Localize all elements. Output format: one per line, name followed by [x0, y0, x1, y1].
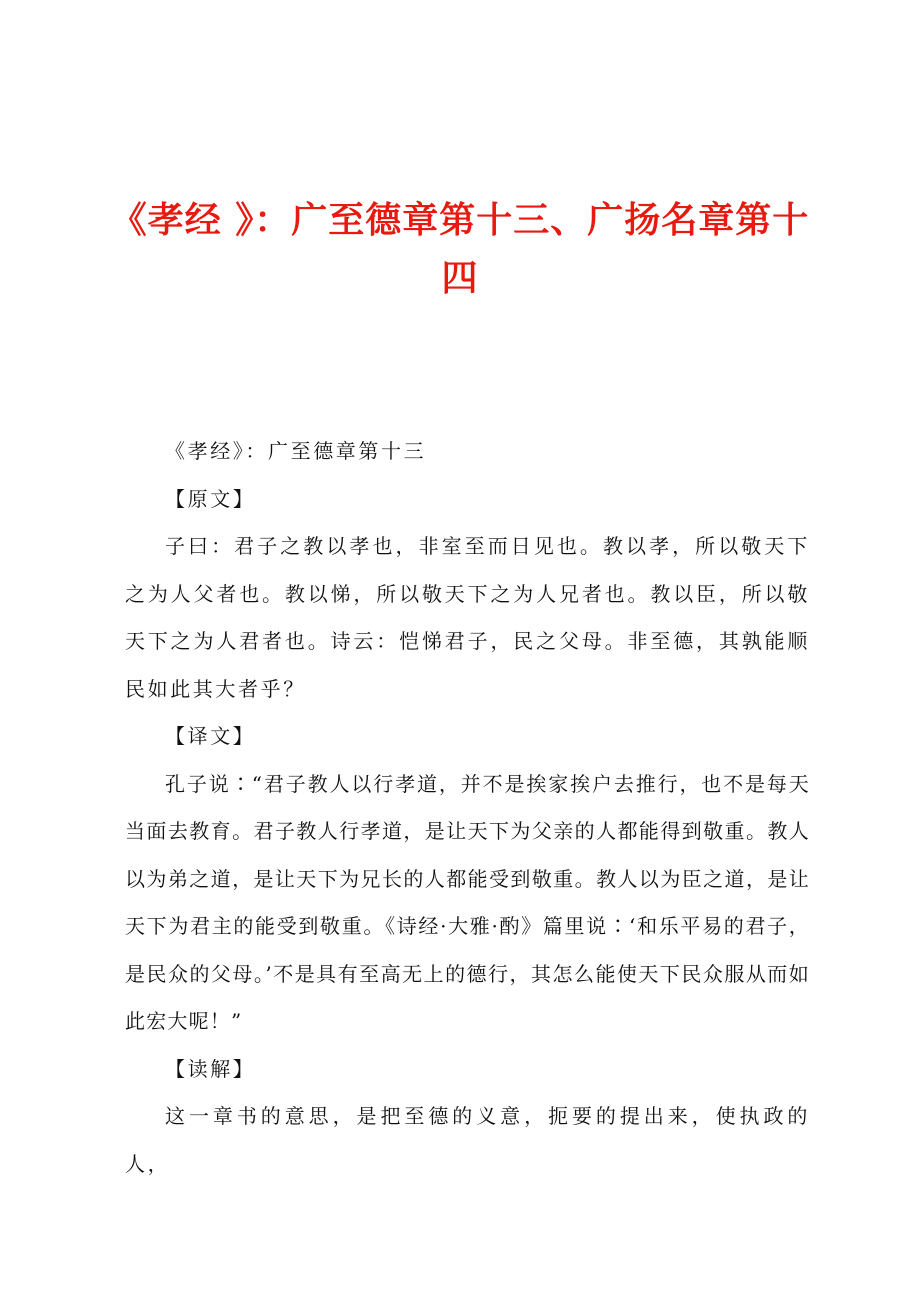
document-title: 《孝经 》：广至德章第十三、广扬名章第十四 [110, 200, 810, 299]
translation-heading: 【译文】 [165, 724, 256, 748]
chapter-subtitle: 《孝经》：广至德章第十三 [165, 439, 427, 463]
document-body [125, 428, 810, 1188]
translation-text: 孔子说∶“君子教人以行孝道，并不是挨家挨户去推行，也不是每天当面去教育。君子教人行孝道，是让天下为父亲的人都能得到敬重。教人以为弟之道，是让天下为兄长的人都能受到敬重。教人以为臣之道，是让天下为君主的能受到敬重。《诗经·大雅·酌》篇里说∶‘和乐平易的君子，是民众的父母。’不是具有至高无上的德行，其怎么能使天下民众服从而如此宏大呢！” [125, 771, 810, 1033]
original-text: 子曰：君子之教以孝也，非室至而日见也。教以孝，所以敬天下之为人父者也。教以悌，所以敬天下之为人兄者也。教以臣，所以敬天下之为人君者也。诗云：恺悌君子，民之父母。非至德，其孰能顺民如此其大者乎？ [125, 534, 810, 701]
original-heading: 【原文】 [165, 486, 256, 511]
reading-heading: 【读解】 [165, 1056, 256, 1081]
reading-text: 这一章书的意思，是把至德的义意，扼要的提出来，使执政的人， [125, 1104, 810, 1176]
